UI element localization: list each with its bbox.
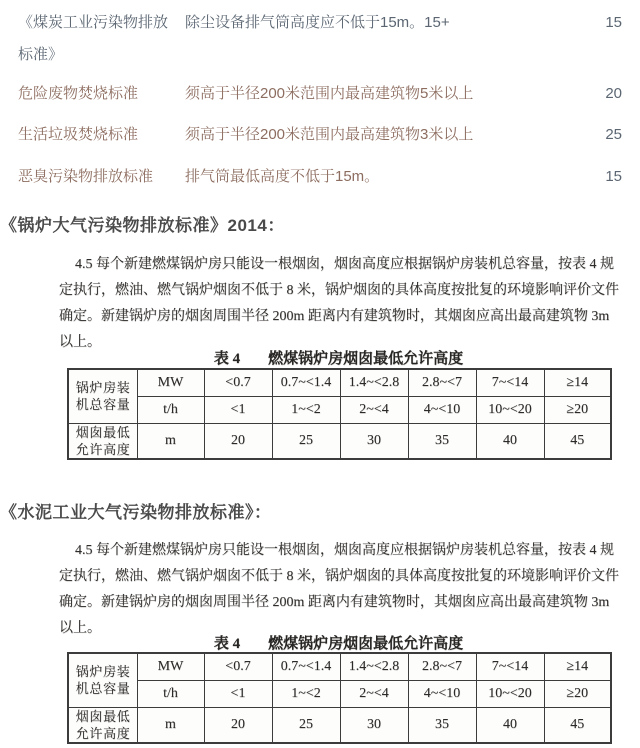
standard-name-domestic-waste: 生活垃圾焚烧标准 (18, 126, 139, 143)
cement-clause-line-2: 定执行，燃油、燃气锅炉烟囱不低于 8 米，锅炉烟囱的具体高度按批复的环境影响评价文件 (59, 569, 619, 584)
boiler-clause-line-1: 4.5 每个新建燃煤锅炉房只能设一根烟囱，烟囱高度应根据锅炉房装机总容量，按表 4 规 (75, 257, 614, 272)
table-cell: <1 (204, 680, 272, 707)
table-cell: 30 (340, 423, 408, 459)
table-cell: 45 (544, 423, 611, 459)
table-cell: 35 (408, 707, 476, 743)
table-cell-capacity-label: 锅炉房装机总容量 (68, 369, 137, 423)
table-cell: 30 (340, 707, 408, 743)
table-cell-height-label: 烟囱最低允许高度 (68, 707, 137, 743)
table-cell: <0.7 (204, 653, 272, 680)
table-cell: 35 (408, 423, 476, 459)
table-row (68, 369, 611, 396)
standard-requirement-domestic-waste: 须高于半径200米范围内最高建筑物3米以上 (185, 126, 474, 143)
table-cell: 2.8~<7 (408, 369, 476, 396)
standard-requirement-coal: 除尘设备排气筒高度应不低于15m。15+ (185, 14, 450, 31)
table-cell: 0.7~<1.4 (272, 653, 340, 680)
table-cell: 2~<4 (340, 680, 408, 707)
table-cell: 25 (272, 707, 340, 743)
table-cell: 40 (476, 423, 544, 459)
table-cell: 2.8~<7 (408, 653, 476, 680)
table4-caption: 燃煤锅炉房烟囱最低允许高度 (268, 351, 464, 367)
table-cell-unit-m: m (137, 707, 204, 743)
table-cell: 25 (272, 423, 340, 459)
table-cell: 2~<4 (340, 396, 408, 423)
standard-requirement-odor: 排气筒最低高度不低于15m。 (185, 168, 380, 185)
table-cell: 1.4~<2.8 (340, 653, 408, 680)
table-row (68, 423, 611, 459)
boiler-clause-line-3: 确定。新建锅炉房的烟囱周围半径 200m 距离内有建筑物时，其烟囱应高出最高建筑物 3m (59, 309, 610, 324)
table-cell: 7~<14 (476, 369, 544, 396)
boiler-clause-line-4: 以上。 (59, 335, 101, 350)
table-cell: 1~<2 (272, 396, 340, 423)
table4-label: 表 4 (213, 351, 241, 367)
standard-value-domestic-waste: 25 (605, 126, 622, 143)
table-cell: 1.4~<2.8 (340, 369, 408, 396)
table-row (68, 396, 611, 423)
table-row (68, 653, 611, 680)
standard-requirement-hazardous-waste: 须高于半径200米范围内最高建筑物5米以上 (185, 85, 474, 102)
table-cell-unit-th: t/h (137, 680, 204, 707)
table-cell: 20 (204, 707, 272, 743)
table-cell: ≥14 (544, 369, 611, 396)
table-cell: 7~<14 (476, 653, 544, 680)
cement-clause-line-4: 以上。 (59, 621, 101, 636)
table-cell: ≥20 (544, 396, 611, 423)
table-cell: 40 (476, 707, 544, 743)
table4-cement (67, 652, 612, 744)
table-cell-unit-mw: MW (137, 653, 204, 680)
table-cell: 10~<20 (476, 680, 544, 707)
table-cell-unit-m: m (137, 423, 204, 459)
table-cell: 10~<20 (476, 396, 544, 423)
standard-name-coal-line1: 《煤炭工业污染物排放 (18, 14, 169, 31)
table4-title-cement (67, 632, 610, 653)
standard-value-hazardous-waste: 20 (605, 85, 622, 102)
table-cell-unit-th: t/h (137, 396, 204, 423)
table4-caption: 燃煤锅炉房烟囱最低允许高度 (268, 636, 464, 652)
table-cell-unit-mw: MW (137, 369, 204, 396)
table4-title-boiler (67, 347, 610, 368)
table-cell: 4~<10 (408, 396, 476, 423)
table-row (68, 707, 611, 743)
table4-boiler (67, 368, 612, 460)
table-cell-height-label: 烟囱最低允许高度 (68, 423, 137, 459)
standard-name-odor: 恶臭污染物排放标准 (18, 168, 154, 185)
standard-name-coal-line2: 标准》 (18, 46, 64, 63)
table-cell: 45 (544, 707, 611, 743)
table-cell: 4~<10 (408, 680, 476, 707)
boiler-standard-heading: 《锅炉大气污染物排放标准》2014： (0, 216, 285, 235)
cement-standard-heading: 《水泥工业大气污染物排放标准》： (0, 503, 272, 522)
table-cell: <0.7 (204, 369, 272, 396)
table-cell: 0.7~<1.4 (272, 369, 340, 396)
table-cell-capacity-label: 锅炉房装机总容量 (68, 653, 137, 707)
table-cell: <1 (204, 396, 272, 423)
cement-clause-line-1: 4.5 每个新建燃煤锅炉房只能设一根烟囱，烟囱高度应根据锅炉房装机总容量，按表 4 规 (75, 543, 614, 558)
standard-value-odor: 15 (605, 168, 622, 185)
boiler-clause-line-2: 定执行，燃油、燃气锅炉烟囱不低于 8 米，锅炉烟囱的具体高度按批复的环境影响评价文件 (59, 283, 619, 298)
table-cell: ≥20 (544, 680, 611, 707)
table-cell: 1~<2 (272, 680, 340, 707)
standard-name-hazardous-waste: 危险废物焚烧标准 (18, 85, 139, 102)
table-cell: 20 (204, 423, 272, 459)
cement-clause-line-3: 确定。新建锅炉房的烟囱周围半径 200m 距离内有建筑物时，其烟囱应高出最高建筑物 3m (59, 595, 610, 610)
table-row (68, 680, 611, 707)
table4-label: 表 4 (213, 636, 241, 652)
table-cell: ≥14 (544, 653, 611, 680)
standard-value-coal: 15 (605, 14, 622, 31)
